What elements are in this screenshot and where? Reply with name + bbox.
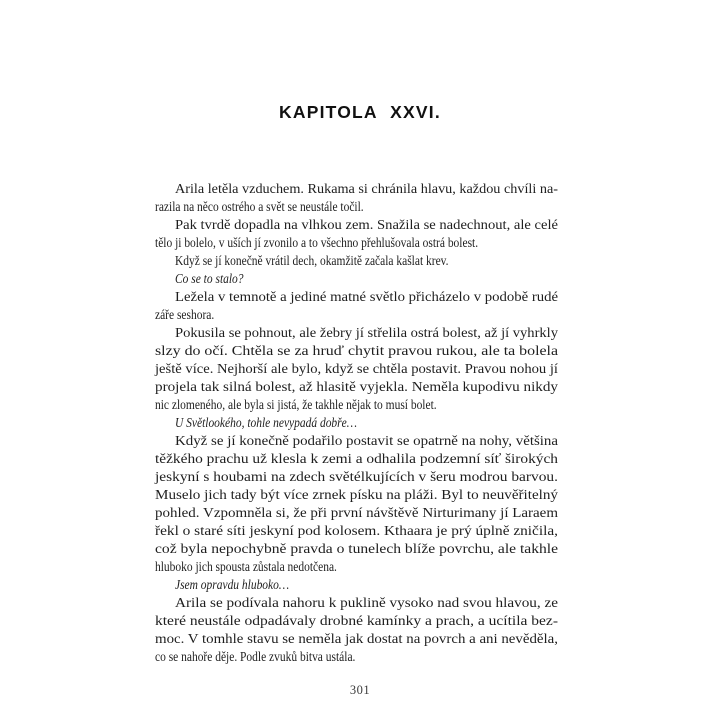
text-line-content: tělo ji bolelo, v uších jí zvonilo a to všechno přehlušovala ostrá bolest. <box>155 235 479 250</box>
text-line <box>155 432 558 450</box>
text-line <box>155 216 558 234</box>
text-line <box>155 306 558 324</box>
text-line <box>155 378 558 396</box>
text-line-content: Pokusila se pohnout, ale žebry jí střelila ostrá bolest, až jí vyhrkly <box>175 325 558 340</box>
text-line <box>155 288 558 306</box>
paragraph <box>155 594 558 666</box>
text-line-content: Arila letěla vzduchem. Rukama si chránila hlavu, každou chvíli na- <box>175 181 558 196</box>
text-line <box>155 468 558 486</box>
text-line <box>155 234 558 252</box>
text-line-content: záře seshora. <box>155 307 215 322</box>
text-line-content: řekl o staré síti jeskyní pod kolosem. Kthaara je prý úplně zničila, <box>155 523 558 538</box>
text-line-content: nic zlomeného, ale byla si jistá, že takhle nějak to musí bolet. <box>155 397 437 412</box>
text-line-content: což byla nepochybně pravda o tunelech blíže povrchu, ale takhle <box>155 541 559 556</box>
paragraph <box>155 576 558 594</box>
paragraph <box>155 414 558 432</box>
text-line <box>155 270 558 288</box>
text-line <box>155 558 558 576</box>
text-line-content: Co se to stalo? <box>175 271 244 286</box>
paragraph <box>155 432 558 576</box>
text-line-content: Ležela v temnotě a jediné matné světlo přicházelo v podobě rudé <box>175 289 559 304</box>
paragraph <box>155 324 558 414</box>
text-line <box>155 486 558 504</box>
text-line-content: jeskyní s houbami na zdech světélkujících v šeru modrou barvou. <box>155 469 558 484</box>
text-line-content: Arila se podívala nahoru k puklině vysoko nad svou hlavou, ze <box>175 595 559 610</box>
text-line-content: Jsem opravdu hluboko… <box>175 577 290 592</box>
paragraph <box>155 180 558 216</box>
text-line-content: slzy do očí. Chtěla se za hruď chytit pravou rukou, ale ta bolela <box>155 343 559 358</box>
text-line <box>155 612 558 630</box>
text-line-content: projela tak silná bolest, až hlasitě vyjekla. Neměla kupodivu nikdy <box>155 379 558 394</box>
paragraph <box>155 270 558 288</box>
text-line <box>155 540 558 558</box>
text-line <box>155 396 558 414</box>
text-line-content: které neustále odpadávaly drobné kamínky a prach, a ucítila bez- <box>155 613 558 628</box>
text-line <box>155 576 558 594</box>
text-line-content: Když se jí konečně podařilo postavit se opatrně na nohy, většina <box>175 433 559 448</box>
text-line-content: moc. V tomhle stavu se neměla jak dostat na povrch a ani nevěděla, <box>155 631 558 646</box>
page-number: 301 <box>349 683 371 697</box>
paragraph <box>155 288 558 324</box>
text-line <box>155 360 558 378</box>
chapter-heading: KAPITOLA XXVI. <box>279 102 441 122</box>
text-line <box>155 522 558 540</box>
text-line <box>155 450 558 468</box>
text-line-content: U Světlookého, tohle nevypadá dobře… <box>175 415 357 430</box>
text-line-content: Pak tvrdě dopadla na vlhkou zem. Snažila se nadechnout, ale celé <box>175 217 559 232</box>
text-line-content: Když se jí konečně vrátil dech, okamžitě začala kašlat krev. <box>175 253 449 268</box>
text-line-content: ještě více. Nejhorší ale bylo, když se chtěla postavit. Pravou nohou jí <box>155 361 558 376</box>
text-line <box>155 252 558 270</box>
text-line <box>155 594 558 612</box>
text-line-content: razila na něco ostrého a svět se neustále točil. <box>155 199 364 214</box>
text-line <box>155 324 558 342</box>
text-line <box>155 630 558 648</box>
text-line-content: pohled. Vzpomněla si, že při první návštěvě Nirturimany jí Laraem <box>155 505 558 520</box>
text-line-content: těžkého prachu už klesla k zemi a odhalila podzemní síť širokých <box>155 451 558 466</box>
paragraph <box>155 216 558 252</box>
text-line <box>155 414 558 432</box>
paragraph <box>155 252 558 270</box>
chapter-text <box>155 180 558 666</box>
text-line <box>155 180 558 198</box>
text-line <box>155 648 558 666</box>
text-line-content: Muselo jich tady být více zrnek písku na pláži. Byl to neuvěřitelný <box>155 487 558 502</box>
text-line-content: co se nahoře děje. Podle zvuků bitva ustála. <box>155 649 356 664</box>
text-line-content: hluboko jich spousta zůstala nedotčena. <box>155 559 337 574</box>
text-line <box>155 198 558 216</box>
text-line <box>155 504 558 522</box>
text-line <box>155 342 558 360</box>
